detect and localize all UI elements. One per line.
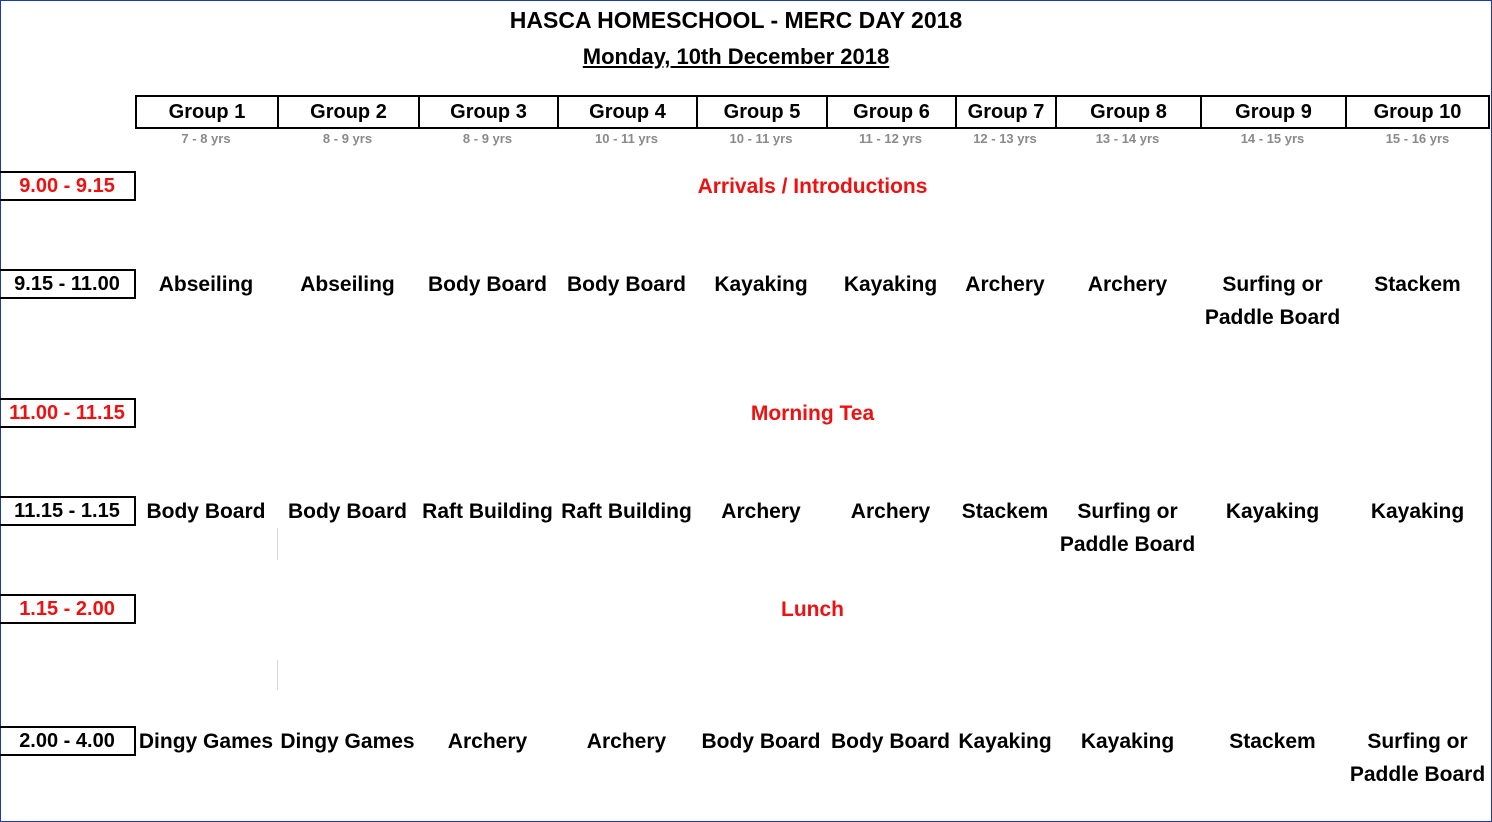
activity-line: Stackem bbox=[1229, 730, 1316, 753]
activity-line: Surfing or bbox=[1222, 273, 1323, 296]
activity-cell bbox=[826, 725, 955, 758]
activity-line: Archery bbox=[1087, 273, 1168, 296]
activity-line: Paddle Board bbox=[1059, 533, 1196, 556]
group-age-range: 10 - 11 yrs bbox=[729, 131, 793, 146]
activity-line: Archery bbox=[850, 500, 931, 523]
activity-line: Body Board bbox=[566, 273, 686, 296]
activity-cell bbox=[135, 725, 277, 758]
group-header-9: Group 9 bbox=[1200, 95, 1345, 129]
activity-cell bbox=[1055, 725, 1200, 758]
group-age-range: 8 - 9 yrs bbox=[462, 131, 513, 146]
activity-cell bbox=[1200, 268, 1345, 334]
activity-cell bbox=[277, 495, 418, 528]
activity-line: Archery bbox=[586, 730, 667, 753]
activity-line: Archery bbox=[721, 500, 801, 523]
break-banner: Morning Tea bbox=[750, 402, 875, 425]
page-subtitle bbox=[0, 44, 1482, 70]
activity-cell bbox=[826, 495, 955, 528]
activity-cell bbox=[1200, 725, 1345, 758]
activity-line: Kayaking bbox=[714, 273, 808, 296]
group-age-range: 15 - 16 yrs bbox=[1385, 131, 1450, 146]
activity-cell bbox=[418, 725, 557, 758]
group-header-8: Group 8 bbox=[1055, 95, 1200, 129]
activity-line: Paddle Board bbox=[1349, 763, 1486, 786]
activity-line: Stackem bbox=[961, 500, 1049, 523]
time-slot-label: 11.00 - 11.15 bbox=[0, 398, 136, 428]
activity-cell bbox=[1055, 495, 1200, 561]
break-banner: Arrivals / Introductions bbox=[697, 175, 928, 198]
activity-line: Body Board bbox=[287, 500, 407, 523]
activity-cell bbox=[1200, 495, 1345, 528]
activity-line: Kayaking bbox=[843, 273, 938, 296]
group-header-6: Group 6 bbox=[826, 95, 955, 129]
activity-cell bbox=[277, 725, 418, 758]
cell-divider bbox=[277, 528, 278, 560]
break-banner: Lunch bbox=[781, 598, 844, 621]
group-header-1: Group 1 bbox=[135, 95, 277, 129]
activity-line: Surfing or bbox=[1077, 500, 1178, 523]
time-slot-label: 1.15 - 2.00 bbox=[0, 594, 136, 624]
group-header-10: Group 10 bbox=[1345, 95, 1490, 129]
activity-line: Body Board bbox=[830, 730, 950, 753]
activity-line: Kayaking bbox=[1370, 500, 1465, 523]
activity-line: Kayaking bbox=[958, 730, 1052, 753]
activity-cell bbox=[135, 268, 277, 301]
group-age-range: 7 - 8 yrs bbox=[181, 131, 231, 146]
activity-cell bbox=[696, 725, 826, 758]
activity-cell bbox=[696, 268, 826, 301]
activity-line: Dingy Games bbox=[138, 730, 274, 753]
activity-cell bbox=[1055, 268, 1200, 301]
group-header-7: Group 7 bbox=[955, 95, 1055, 129]
activity-cell bbox=[1345, 725, 1490, 791]
activity-line: Abseiling bbox=[158, 273, 254, 296]
activity-line: Dingy Games bbox=[280, 730, 415, 753]
page-title: HASCA HOMESCHOOL - MERC DAY 2018 bbox=[509, 7, 963, 33]
group-header-2: Group 2 bbox=[277, 95, 418, 129]
activity-cell bbox=[135, 495, 277, 528]
time-slot-label: 9.00 - 9.15 bbox=[0, 171, 136, 201]
activity-cell bbox=[826, 268, 955, 301]
time-slot-label: 11.15 - 1.15 bbox=[0, 496, 136, 526]
group-header-3: Group 3 bbox=[418, 95, 557, 129]
activity-line: Kayaking bbox=[1225, 500, 1320, 523]
activity-line: Kayaking bbox=[1080, 730, 1175, 753]
group-age-range: 8 - 9 yrs bbox=[322, 131, 373, 146]
activity-line: Paddle Board bbox=[1204, 306, 1341, 329]
activity-line: Surfing or bbox=[1367, 730, 1468, 753]
time-slot-label: 9.15 - 11.00 bbox=[0, 269, 136, 299]
activity-line: Body Board bbox=[146, 500, 266, 523]
activity-cell bbox=[557, 268, 696, 301]
activity-line: Archery bbox=[447, 730, 528, 753]
group-age-range: 10 - 11 yrs bbox=[595, 131, 658, 146]
group-header-5: Group 5 bbox=[696, 95, 826, 129]
activity-cell bbox=[277, 268, 418, 301]
cell-divider bbox=[277, 660, 278, 690]
activity-cell bbox=[696, 495, 826, 528]
activity-line: Stackem bbox=[1374, 273, 1461, 296]
activity-line: Abseiling bbox=[300, 273, 395, 296]
group-age-range: 11 - 12 yrs bbox=[859, 131, 922, 146]
time-slot-label: 2.00 - 4.00 bbox=[0, 726, 136, 756]
activity-cell bbox=[557, 495, 696, 528]
activity-cell bbox=[955, 495, 1055, 528]
group-age-range: 13 - 14 yrs bbox=[1095, 131, 1160, 146]
activity-line: Raft Building bbox=[422, 500, 553, 523]
activity-line: Raft Building bbox=[561, 500, 692, 523]
activity-cell bbox=[955, 268, 1055, 301]
subtitle-text: Monday, 10th December 2018 bbox=[582, 44, 890, 69]
activity-cell bbox=[1345, 495, 1490, 528]
activity-line: Body Board bbox=[427, 273, 547, 296]
activity-cell bbox=[557, 725, 696, 758]
activity-line: Archery bbox=[965, 273, 1045, 296]
activity-cell bbox=[418, 495, 557, 528]
activity-line: Body Board bbox=[701, 730, 821, 753]
activity-cell bbox=[418, 268, 557, 301]
group-header-4: Group 4 bbox=[557, 95, 696, 129]
activity-cell bbox=[1345, 268, 1490, 301]
activity-cell bbox=[955, 725, 1055, 758]
group-age-range: 14 - 15 yrs bbox=[1240, 131, 1305, 146]
group-age-range: 12 - 13 yrs bbox=[973, 131, 1037, 146]
